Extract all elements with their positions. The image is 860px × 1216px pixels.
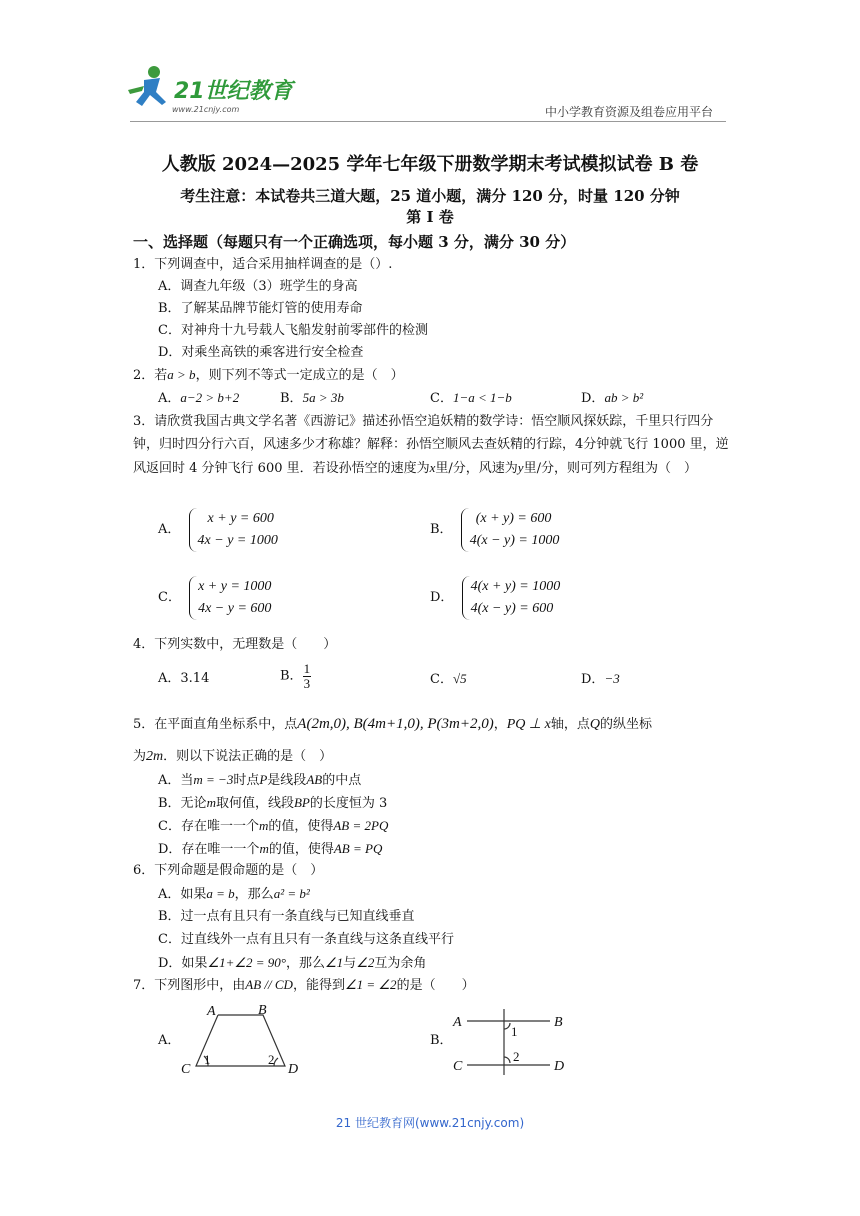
q5-option-a: A．当m = −3时点P是线段AB的中点 — [158, 772, 362, 788]
q4-option-a: A．3.14 — [158, 671, 210, 686]
fig-a-label-a: A — [207, 1004, 216, 1019]
logo — [122, 62, 312, 118]
q3-option-c: C． x + y = 1000 4x − y = 600 — [158, 576, 271, 620]
q2-stem-a: 2．若 — [133, 368, 168, 383]
footer-text[interactable]: 21 世纪教育网(www.21cnjy.com) — [335, 1116, 525, 1130]
header-divider — [130, 121, 726, 122]
q1-option-a: A．调查九年级（3）班学生的身高 — [158, 279, 358, 294]
q2-option-b: B．5a > 3b — [280, 390, 344, 406]
q2-option-c: C．1−a < 1−b — [430, 390, 512, 406]
q1-option-b: B．了解某品牌节能灯管的使用寿命 — [158, 301, 363, 316]
fig-a-label-c: C — [181, 1062, 191, 1077]
fig-a-angle-2: 2 — [268, 1052, 275, 1067]
q2-condition: a > b — [167, 367, 196, 382]
fig-b-angle-1: 1 — [511, 1024, 518, 1039]
logo-text: 21世纪教育 — [174, 79, 293, 104]
q1-option-d: D．对乘坐高铁的乘客进行安全检查 — [158, 345, 364, 360]
fig-b-angle-2: 2 — [513, 1049, 520, 1064]
fig-a-angle-1: 1 — [204, 1052, 211, 1067]
q7-option-b-label: B． — [430, 1033, 453, 1048]
runner-icon — [128, 66, 166, 106]
q6-option-a: A．如果a = b，那么a² = b² — [158, 886, 310, 902]
q6-option-c: C．过直线外一点有且只有一条直线与这条直线平行 — [158, 932, 454, 947]
q1-stem: 1．下列调查中，适合采用抽样调查的是（）. — [133, 257, 393, 272]
exam-notice: 考生注意：本试卷共三道大题，25 道小题，满分 120 分，时量 120 分钟 — [180, 187, 680, 205]
q5-stem-line2: 为2m．则以下说法正确的是（ ） — [133, 749, 333, 764]
fig-b-label-a: A — [453, 1015, 462, 1030]
fig-b-label-c: C — [453, 1059, 463, 1074]
q3-option-d: D． 4(x + y) = 1000 4(x − y) = 600 — [430, 576, 560, 620]
q6-stem: 6．下列命题是假命题的是（ ） — [133, 863, 324, 878]
q6-option-b: B．过一点有且只有一条直线与已知直线垂直 — [158, 909, 415, 924]
logo-url: www.21cnjy.com — [172, 105, 240, 114]
q7-figure-b — [450, 1005, 580, 1075]
q2-stem — [133, 366, 404, 385]
q5-option-d: D．存在唯一一个m的值，使得AB = PQ — [158, 841, 383, 857]
q6-option-d: D．如果∠1+∠2 = 90°，那么∠1与∠2互为余角 — [158, 955, 427, 971]
q5-stem-line1: 5．在平面直角坐标系中，点A(2m,0), B(4m+1,0), P(3m+2,0)，PQ ⊥ x轴，点Q的纵坐标 — [133, 716, 652, 732]
q3-option-a: A． x + y = 600 4x − y = 1000 — [158, 508, 278, 552]
platform-text: 中小学教育资源及组卷应用平台 — [545, 105, 714, 119]
q4-stem: 4．下列实数中，无理数是（ ） — [133, 637, 337, 652]
q2-option-d: D．ab > b² — [581, 390, 644, 406]
q7-option-a-label: A． — [158, 1033, 181, 1048]
q4-option-b: B． $\frac{1}{3}$ — [280, 661, 311, 691]
q4-option-c: C．√5 — [430, 671, 467, 687]
section-heading: 一、选择题（每题只有一个正确选项，每小题 3 分，满分 30 分） — [133, 233, 576, 251]
volume-heading: 第 I 卷 — [406, 208, 454, 226]
q2-stem-b: ，则下列不等式一定成立的是（ ） — [195, 368, 404, 383]
fig-a-label-d: D — [288, 1062, 299, 1077]
q5-option-b: B．无论m取何值，线段BP的长度恒为 3 — [158, 795, 388, 811]
fig-a-label-b: B — [258, 1003, 267, 1018]
q7-figure-a — [178, 1000, 308, 1078]
q3-stem: 3．请欣赏我国古典文学名著《西游记》描述孙悟空追妖精的数学诗：悟空顺风探妖踪，千里只行四分钟，归时四分行六百，风速多少才称雄？解释：孙悟空顺风去查妖精的行踪，4分钟就飞行 1000 里，逆风返回时 4 分钟飞行 600 里．若设孙悟空的速度为x里/分，风速为y里/分，则可列方程组为（ ） — [133, 414, 729, 476]
page-title: 人教版 2024—2025 学年七年级下册数学期末考试模拟试卷 B 卷 — [161, 154, 699, 175]
q7-stem: 7．下列图形中，由AB // CD，能得到∠1 = ∠2的是（ ） — [133, 977, 475, 993]
q5-option-c: C．存在唯一一个m的值，使得AB = 2PQ — [158, 818, 389, 834]
q2-option-a: A．a−2 > b+2 — [158, 390, 240, 406]
fig-b-label-d: D — [554, 1059, 565, 1074]
q3-option-b: B． (x + y) = 600 4(x − y) = 1000 — [430, 508, 559, 552]
fig-b-label-b: B — [554, 1015, 563, 1030]
q1-option-c: C．对神舟十九号载人飞船发射前零部件的检测 — [158, 323, 428, 338]
q4-option-d: D．−3 — [581, 671, 620, 687]
